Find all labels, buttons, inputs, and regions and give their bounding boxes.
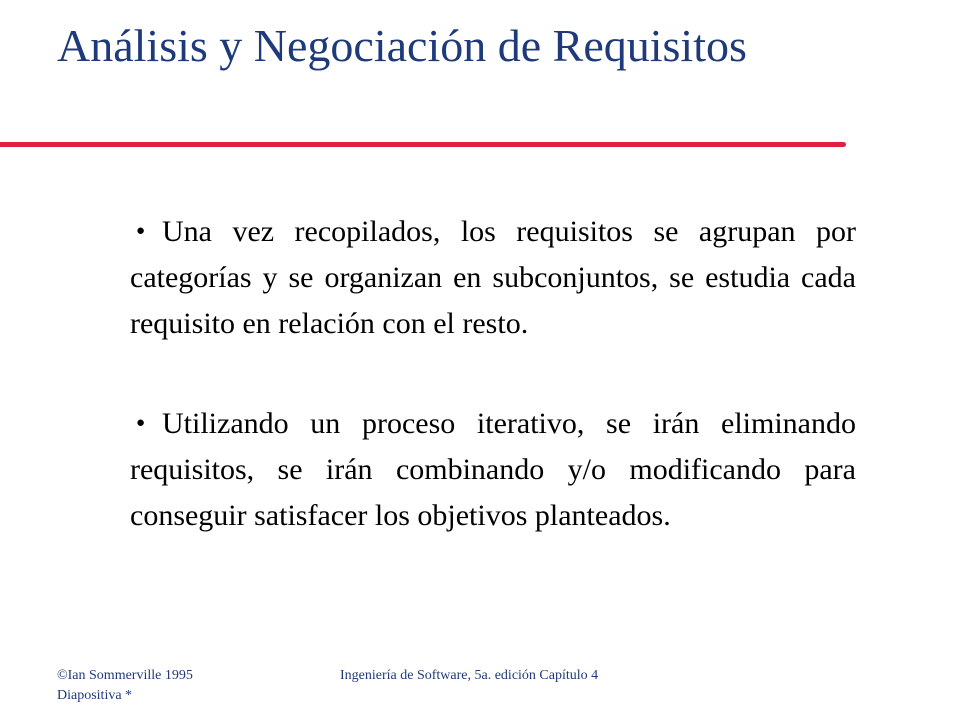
title-underline — [0, 142, 846, 147]
paragraph-1-text: Una vez recopilados, los requisitos se agrupan por categorías y se organizan en subconjuntos, se estudia cada requisito en relación con el resto. — [130, 215, 856, 340]
bullet-paragraph-1 — [130, 208, 856, 347]
footer-left — [57, 666, 193, 706]
paragraph-2-text: Utilizando un proceso iterativo, se irán eliminando requisitos, se irán combinando y/o modificando para conseguir satisfacer los objetivos planteados. — [130, 407, 856, 532]
footer-slide-label: Diapositiva * — [57, 688, 133, 703]
bullet-dot-icon: ● — [136, 223, 146, 239]
footer-copyright: ©Ian Sommerville 1995 — [57, 668, 193, 683]
bullet-paragraph-2 — [130, 400, 856, 539]
slide-title: Análisis y Negociación de Requisitos — [57, 20, 747, 71]
bullet-dot-icon: ● — [136, 415, 146, 431]
footer-course: Ingeniería de Software, 5a. edición Capítulo 4 — [340, 668, 599, 683]
